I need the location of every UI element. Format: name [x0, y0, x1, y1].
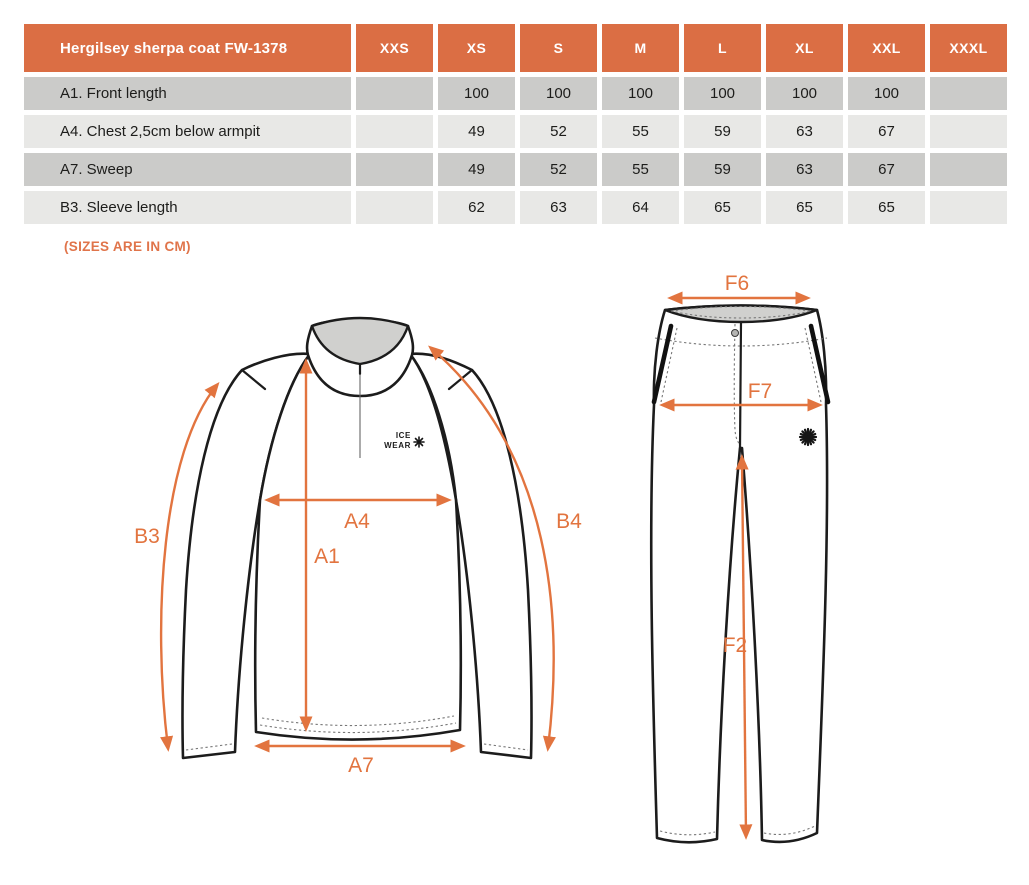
measure-value: 55 [602, 115, 679, 148]
measure-value: 52 [520, 153, 597, 186]
measure-value: 65 [766, 191, 843, 224]
size-header-xxl: XXL [848, 24, 925, 72]
measure-value: 55 [602, 153, 679, 186]
measure-value: 100 [848, 77, 925, 110]
measure-value: 49 [438, 115, 515, 148]
measure-value: 67 [848, 115, 925, 148]
jacket-measurement-diagram [120, 288, 600, 783]
size-header-m: M [602, 24, 679, 72]
measure-label: A7. Sweep [24, 153, 351, 186]
pants-body [651, 306, 827, 843]
f2-label: F2 [722, 634, 748, 657]
measure-value: 67 [848, 153, 925, 186]
measure-value: 63 [766, 115, 843, 148]
measure-value [356, 191, 433, 224]
jacket-body [255, 350, 461, 740]
measure-value: 63 [520, 191, 597, 224]
a1-label: A1 [314, 545, 340, 568]
size-header-xl: XL [766, 24, 843, 72]
snowflake-icon [414, 437, 424, 447]
measure-value [930, 153, 1007, 186]
measure-value: 63 [766, 153, 843, 186]
measure-value [930, 191, 1007, 224]
measure-label: B3. Sleeve length [24, 191, 351, 224]
pants-measurement-diagram [640, 270, 835, 870]
units-note: (SIZES ARE IN CM) [64, 239, 191, 254]
measure-value: 100 [684, 77, 761, 110]
b4-label: B4 [556, 510, 582, 533]
size-header-xs: XS [438, 24, 515, 72]
size-header-xxxl: XXXL [930, 24, 1007, 72]
product-title: Hergilsey sherpa coat FW-1378 [24, 24, 351, 72]
table-row [24, 153, 1007, 186]
measure-value: 62 [438, 191, 515, 224]
table-row [24, 77, 1007, 110]
measure-value: 49 [438, 153, 515, 186]
size-chart-table [19, 19, 1012, 229]
logo-text-line2: WEAR [384, 441, 411, 450]
b3-label: B3 [134, 525, 160, 548]
measure-value: 59 [684, 153, 761, 186]
measure-label: A4. Chest 2,5cm below armpit [24, 115, 351, 148]
measure-label: A1. Front length [24, 77, 351, 110]
measure-value: 65 [684, 191, 761, 224]
waist-button [732, 330, 739, 337]
measure-value: 100 [438, 77, 515, 110]
measure-value: 100 [520, 77, 597, 110]
measure-value [356, 153, 433, 186]
fly-seam [740, 322, 741, 448]
f7-label: F7 [747, 380, 773, 403]
measure-value: 65 [848, 191, 925, 224]
size-header-l: L [684, 24, 761, 72]
f6-label: F6 [724, 272, 750, 295]
measure-value [930, 77, 1007, 110]
size-header-xxs: XXS [356, 24, 433, 72]
a7-label: A7 [348, 754, 374, 777]
measure-value: 100 [602, 77, 679, 110]
measure-value [356, 115, 433, 148]
measure-value: 64 [602, 191, 679, 224]
a4-label: A4 [344, 510, 370, 533]
table-row [24, 191, 1007, 224]
measure-value: 52 [520, 115, 597, 148]
measure-value: 59 [684, 115, 761, 148]
size-header-s: S [520, 24, 597, 72]
table-row [24, 115, 1007, 148]
snowflake-icon [800, 429, 816, 445]
table-header-row [24, 24, 1007, 72]
measure-value [930, 115, 1007, 148]
measure-value: 100 [766, 77, 843, 110]
logo-text-line1: ICE [395, 431, 411, 440]
measure-value [356, 77, 433, 110]
